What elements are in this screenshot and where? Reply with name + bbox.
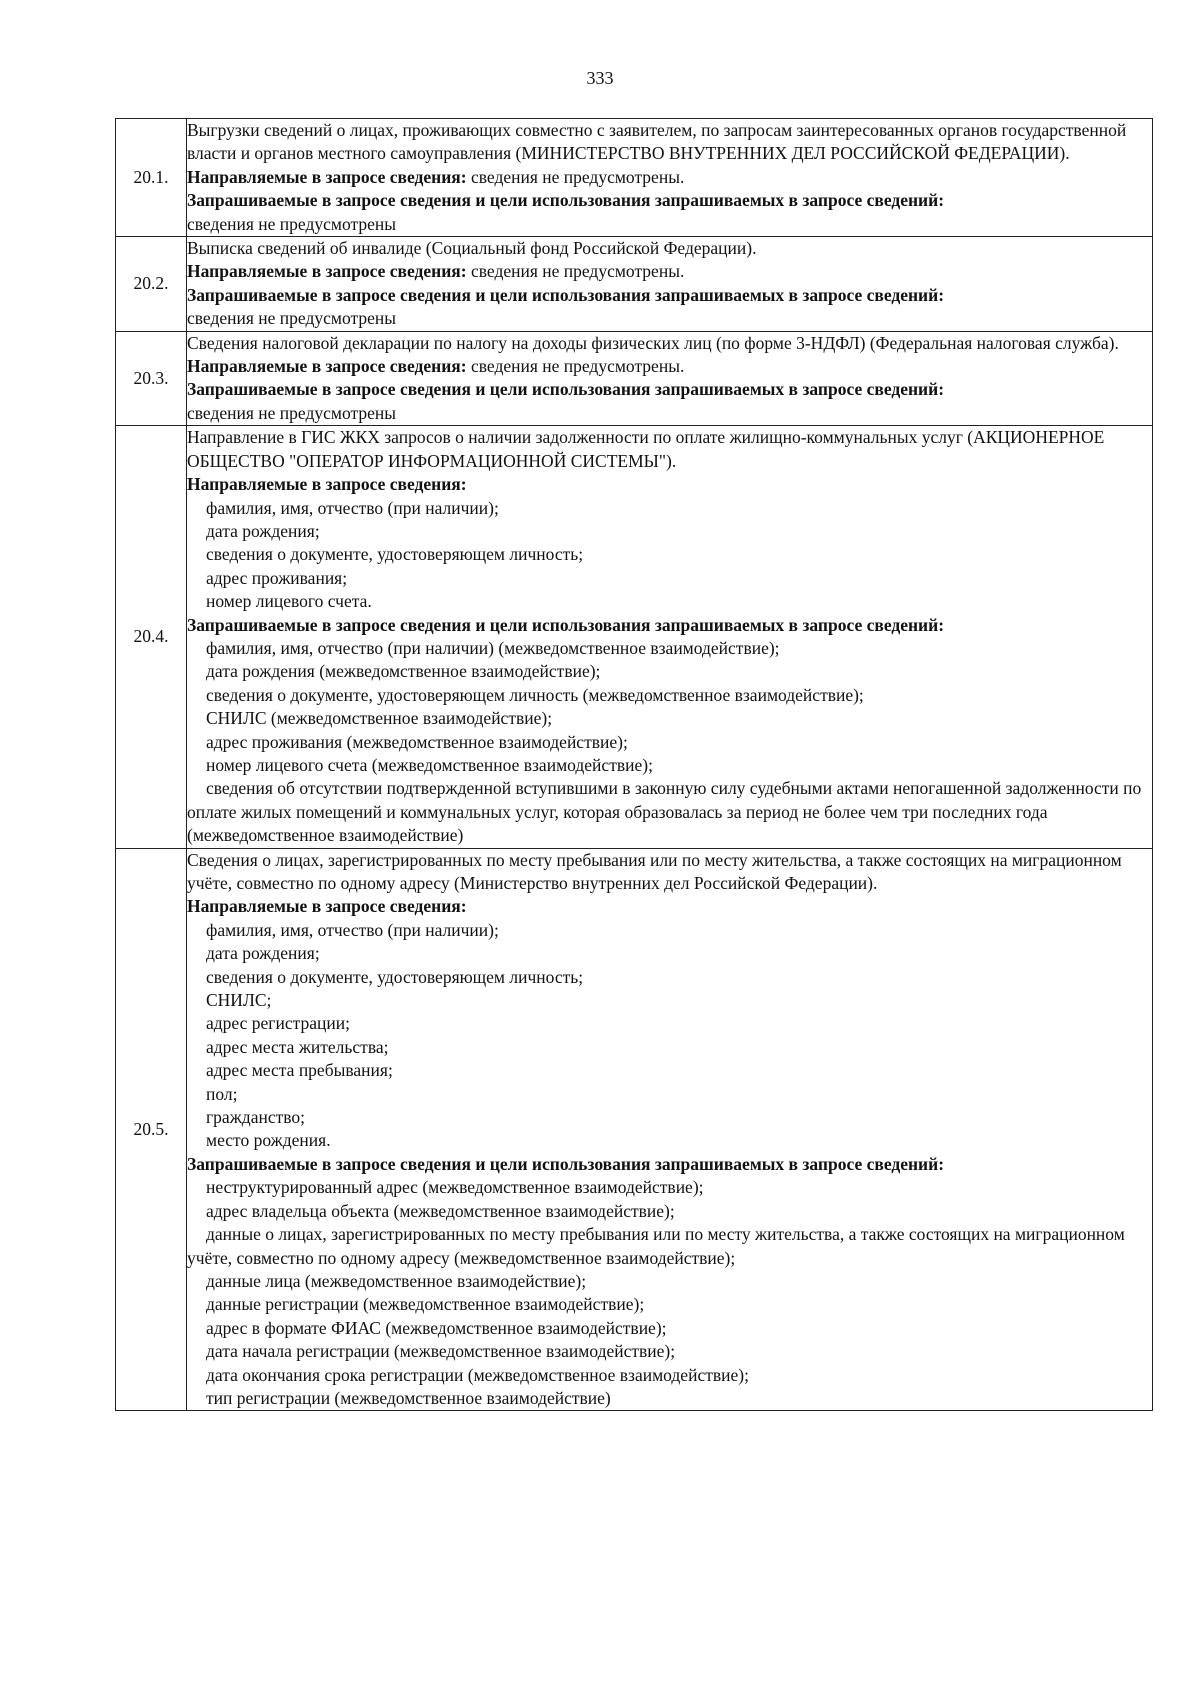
item-description: Направление в ГИС ЖКХ запросов о наличии задолженности по оплате жилищно-коммунальных услуг (АКЦИОНЕРНОЕ ОБЩЕСТВО "ОПЕРАТОР ИНФОРМАЦИОННОЙ СИСТЕМЫ"). — [187, 427, 1105, 471]
list-item: дата рождения; — [206, 943, 320, 964]
list-item: адрес места пребывания; — [206, 1060, 393, 1081]
list-item: данные о лицах, зарегистрированных по месту пребывания или по месту жительства, а также состоящих на миграционном учёте, совместно по одному адресу (межведомственное взаимодействие); — [187, 1224, 1125, 1268]
list-item: сведения о документе, удостоверяющем личность (межведомственное взаимодействие); — [206, 684, 864, 705]
list-item: адрес в формате ФИАС (межведомственное взаимодействие); — [206, 1317, 667, 1338]
list-item: СНИЛС; — [206, 990, 272, 1011]
field-label: Направляемые в запросе сведения: — [187, 261, 467, 282]
list-item: сведения о документе, удостоверяющем личность; — [206, 966, 584, 987]
section-heading: Запрашиваемые в запросе сведения и цели использования запрашиваемых в запросе сведений: — [187, 614, 945, 635]
row-content — [187, 119, 1153, 237]
list-item: дата начала регистрации (межведомственное взаимодействие); — [206, 1341, 676, 1362]
list-item: пол; — [206, 1083, 238, 1104]
list-item: данные лица (межведомственное взаимодействие); — [206, 1270, 587, 1291]
requirements-table — [115, 118, 1153, 1411]
list-item: номер лицевого счета. — [206, 591, 372, 612]
section-heading: Запрашиваемые в запросе сведения и цели использования запрашиваемых в запросе сведений: — [187, 1153, 945, 1174]
row-content — [187, 237, 1153, 332]
row-number: 20.2. — [116, 237, 187, 332]
list-item: тип регистрации (межведомственное взаимодействие) — [206, 1387, 611, 1408]
list-item: дата рождения; — [206, 520, 320, 541]
item-description: Сведения о лицах, зарегистрированных по месту пребывания или по месту жительства, а также состоящих на миграционном учёте, совместно по одному адресу (Министерство внутренних дел Российской Федерации). — [187, 849, 1122, 893]
list-item: данные регистрации (межведомственное взаимодействие); — [206, 1294, 645, 1315]
section-heading: Запрашиваемые в запросе сведения и цели использования запрашиваемых в запросе сведений: — [187, 190, 945, 211]
section-heading: Направляемые в запросе сведения: — [187, 896, 467, 917]
section-heading: Запрашиваемые в запросе сведения и цели использования запрашиваемых в запросе сведений: — [187, 379, 945, 400]
table-row — [116, 331, 1153, 426]
field-line — [187, 260, 1152, 283]
list-item: СНИЛС (межведомственное взаимодействие); — [206, 708, 553, 729]
list-item: гражданство; — [206, 1107, 305, 1128]
section-heading: Направляемые в запросе сведения: — [187, 474, 467, 495]
table-row — [116, 119, 1153, 237]
field-value: сведения не предусмотрены. — [466, 166, 685, 187]
list-item: фамилия, имя, отчество (при наличии); — [206, 919, 499, 940]
table-row — [116, 426, 1153, 848]
list-item: сведения об отсутствии подтвержденной вступившими в законную силу судебными актами непогашенной задолженности по оплате жилых помещений и коммунальных услуг, которая образовалась за период не более чем три последних года (межведомственное взаимодействие) — [187, 778, 1142, 846]
list-item: сведения о документе, удостоверяющем личность; — [206, 544, 584, 565]
row-content — [187, 848, 1153, 1411]
list-item: дата окончания срока регистрации (межведомственное взаимодействие); — [206, 1364, 749, 1385]
item-description: сведения не предусмотрены — [187, 308, 396, 329]
item-description: Выгрузки сведений о лицах, проживающих совместно с заявителем, по запросам заинтересованных органов государственной власти и органов местного самоуправления (МИНИСТЕРСТВО ВНУТРЕННИХ ДЕЛ РОССИЙСКОЙ ФЕДЕРАЦИИ). — [187, 120, 1127, 164]
list-item: фамилия, имя, отчество (при наличии) (межведомственное взаимодействие); — [206, 637, 780, 658]
field-label: Направляемые в запросе сведения: — [187, 166, 467, 187]
field-label: Направляемые в запросе сведения: — [187, 356, 467, 377]
section-heading: Запрашиваемые в запросе сведения и цели использования запрашиваемых в запросе сведений: — [187, 284, 945, 305]
list-item: неструктурированный адрес (межведомственное взаимодействие); — [206, 1177, 704, 1198]
table-body — [116, 119, 1153, 1411]
table-row — [116, 237, 1153, 332]
item-description: Выписка сведений об инвалиде (Социальный фонд Российской Федерации). — [187, 238, 757, 259]
field-line — [187, 166, 1152, 189]
list-item: адрес места жительства; — [206, 1036, 389, 1057]
item-description: сведения не предусмотрены — [187, 213, 396, 234]
row-number: 20.4. — [116, 426, 187, 848]
row-content — [187, 426, 1153, 848]
item-description: Сведения налоговой декларации по налогу на доходы физических лиц (по форме 3-НДФЛ) (Федеральная налоговая служба). — [187, 332, 1119, 353]
field-value: сведения не предусмотрены. — [466, 356, 685, 377]
field-value: сведения не предусмотрены. — [466, 261, 685, 282]
row-number: 20.3. — [116, 331, 187, 426]
list-item: дата рождения (межведомственное взаимодействие); — [206, 661, 601, 682]
list-item: адрес владельца объекта (межведомственное взаимодействие); — [206, 1200, 675, 1221]
page-number: 333 — [586, 68, 614, 88]
list-item: место рождения. — [206, 1130, 331, 1151]
row-content — [187, 331, 1153, 426]
field-line — [187, 355, 1152, 378]
list-item: номер лицевого счета (межведомственное взаимодействие); — [206, 754, 653, 775]
row-number: 20.5. — [116, 848, 187, 1411]
list-item: адрес регистрации; — [206, 1013, 350, 1034]
list-item: адрес проживания (межведомственное взаимодействие); — [206, 731, 628, 752]
list-item: адрес проживания; — [206, 567, 348, 588]
row-number: 20.1. — [116, 119, 187, 237]
list-item: фамилия, имя, отчество (при наличии); — [206, 497, 499, 518]
table-row — [116, 848, 1153, 1411]
item-description: сведения не предусмотрены — [187, 402, 396, 423]
